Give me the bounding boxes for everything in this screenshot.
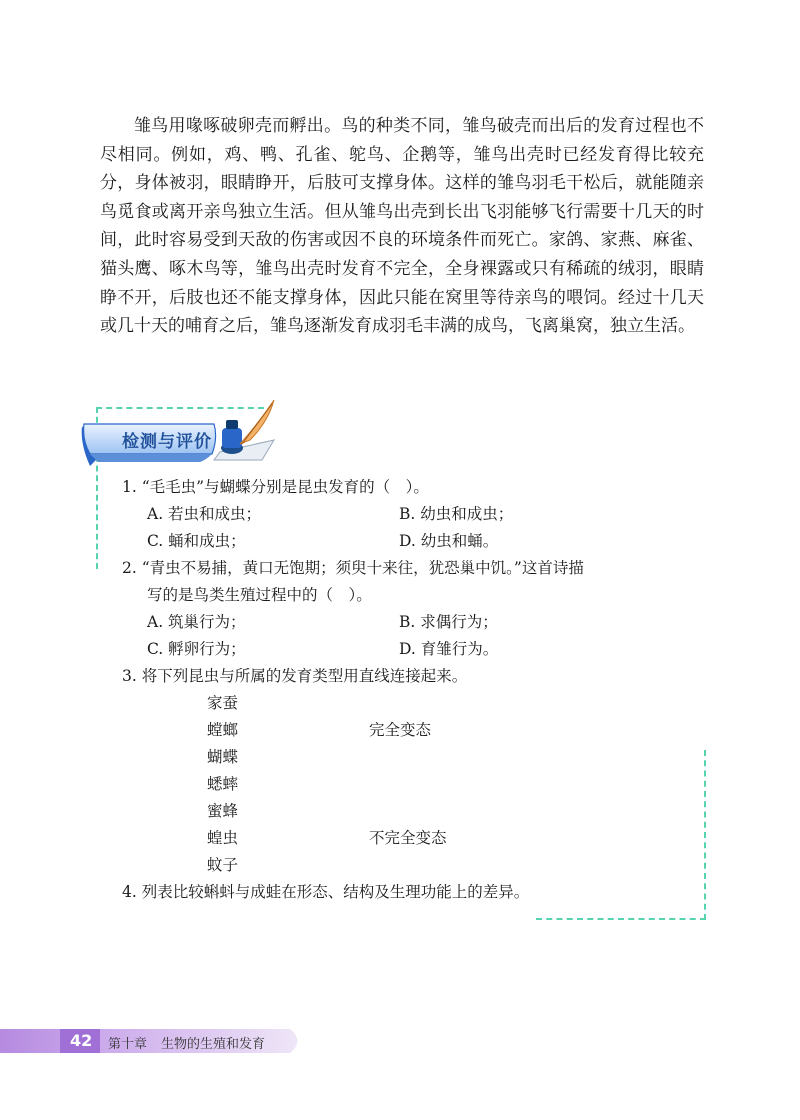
insect-4: 蟋蟀 bbox=[207, 775, 239, 793]
type-incomplete-metamorphosis: 不完全变态 bbox=[369, 829, 447, 847]
chapter-number: 第十章 bbox=[108, 1037, 148, 1052]
page-number: 42 bbox=[70, 1031, 93, 1050]
q2-option-a: A. 筑巢行为； bbox=[147, 613, 246, 631]
insect-3: 蝴蝶 bbox=[207, 748, 239, 766]
question-2-line-2: 写的是鸟类生殖过程中的（ ）。 bbox=[147, 586, 372, 604]
q2-option-b: B. 求偶行为； bbox=[399, 613, 498, 631]
question-4: 4. 列表比较蝌蚪与成蛙在形态、结构及生理功能上的差异。 bbox=[122, 883, 530, 901]
q1-option-c: C. 蛹和成虫； bbox=[147, 532, 246, 550]
insect-2: 螳螂 bbox=[207, 721, 239, 739]
type-complete-metamorphosis: 完全变态 bbox=[369, 721, 432, 739]
chapter-label bbox=[108, 1033, 279, 1052]
insect-1: 家蚕 bbox=[207, 694, 239, 712]
question-3: 3. 将下列昆虫与所属的发育类型用直线连接起来。 bbox=[122, 667, 468, 685]
q1-option-b: B. 幼虫和成虫； bbox=[399, 505, 514, 523]
insect-7: 蚊子 bbox=[207, 856, 239, 874]
ink-quill-icon bbox=[210, 394, 280, 464]
question-1: 1. “毛毛虫”与蝴蝶分别是昆虫发育的（ ）。 bbox=[122, 478, 429, 496]
section-title: 检测与评价 bbox=[122, 432, 212, 452]
body-paragraph bbox=[100, 112, 704, 341]
q2-option-d: D. 育雏行为。 bbox=[399, 640, 499, 658]
question-2-line-1: 2. “青虫不易捕，黄口无饱期；须臾十来往，犹恐巢中饥。”这首诗描 bbox=[122, 559, 584, 577]
chapter-title: 生物的生殖和发育 bbox=[161, 1037, 266, 1052]
frame-bottom-right bbox=[536, 750, 706, 920]
insect-6: 蝗虫 bbox=[207, 829, 239, 847]
insect-5: 蜜蜂 bbox=[207, 802, 239, 820]
q2-option-c: C. 孵卵行为； bbox=[147, 640, 246, 658]
q1-option-a: A. 若虫和成虫； bbox=[147, 505, 262, 523]
paragraph-text: 雏鸟用喙啄破卵壳而孵出。鸟的种类不同，雏鸟破壳而出后的发育过程也不尽相同。例如，鸡、鸭、孔雀、鸵鸟、企鹅等，雏鸟出壳时已经发育得比较充分，身体被羽，眼睛睁开，后肢可支撑身体。这样的雏鸟羽毛干松后，就能随亲鸟觅食或离开亲鸟独立生活。但从雏鸟出壳到长出飞羽能够飞行需要十几天的时间，此时容易受到天敌的伤害或因不良的环境条件而死亡。家鸽、家燕、麻雀、猫头鹰、啄木鸟等，雏鸟出壳时发育不完全，全身裸露或只有稀疏的绒羽，眼睛睁不开，后肢也还不能支撑身体，因此只能在窝里等待亲鸟的喂饲。经过十几天或几十天的哺育之后，雏鸟逐渐发育成羽毛丰满的成鸟，飞离巢窝，独立生活。 bbox=[100, 116, 704, 337]
q1-option-d: D. 幼虫和蛹。 bbox=[399, 532, 499, 550]
